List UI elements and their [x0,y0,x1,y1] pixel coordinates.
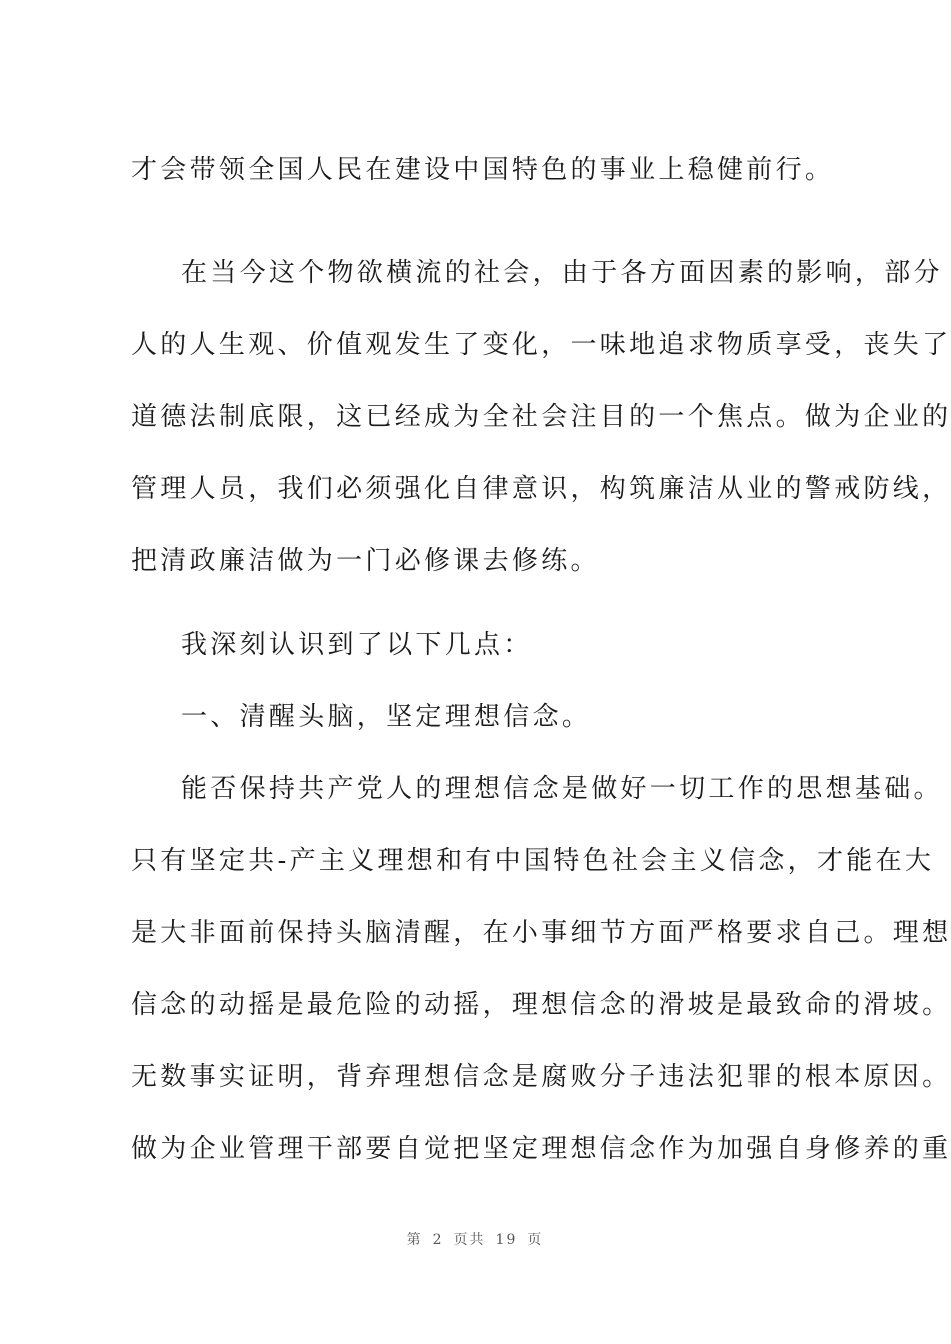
text-line: 道德法制底限，这已经成为全社会注目的一个焦点。做为企业的 [131,402,951,432]
text-line: 只有坚定共-产主义理想和有中国特色社会主义信念，才能在大 [131,846,935,876]
footer-middle: 页共 [453,1232,486,1248]
paragraph-first-line: 我深刻认识到了以下几点： [181,630,533,660]
text-line: 信念的动摇是最危险的动摇，理想信念的滑坡是最致命的滑坡。 [131,990,951,1020]
paragraph-first-line: 在当今这个物欲横流的社会，由于各方面因素的影响，部分 [181,258,943,288]
text-line: 管理人员，我们必须强化自律意识，构筑廉洁从业的警戒防线， [131,474,951,504]
page-footer [0,1230,950,1250]
text-line: 才会带领全国人民在建设中国特色的事业上稳健前行。 [131,155,835,185]
section-heading: 一、清醒头脑，坚定理想信念。 [181,702,592,732]
current-page-number: 2 [432,1232,444,1248]
footer-prefix: 第 [406,1232,423,1248]
text-line: 是大非面前保持头脑清醒，在小事细节方面严格要求自己。理想 [131,918,951,948]
total-pages-number: 19 [495,1232,518,1248]
paragraph-first-line: 能否保持共产党人的理想信念是做好一切工作的思想基础。 [181,774,943,804]
text-line: 人的人生观、价值观发生了变化，一味地追求物质享受，丧失了 [131,330,951,360]
text-line: 做为企业管理干部要自觉把坚定理想信念作为加强自身修养的重 [131,1134,951,1164]
text-line: 无数事实证明，背弃理想信念是腐败分子违法犯罪的根本原因。 [131,1062,951,1092]
footer-suffix: 页 [527,1232,544,1248]
text-line: 把清政廉洁做为一门必修课去修练。 [131,546,600,576]
